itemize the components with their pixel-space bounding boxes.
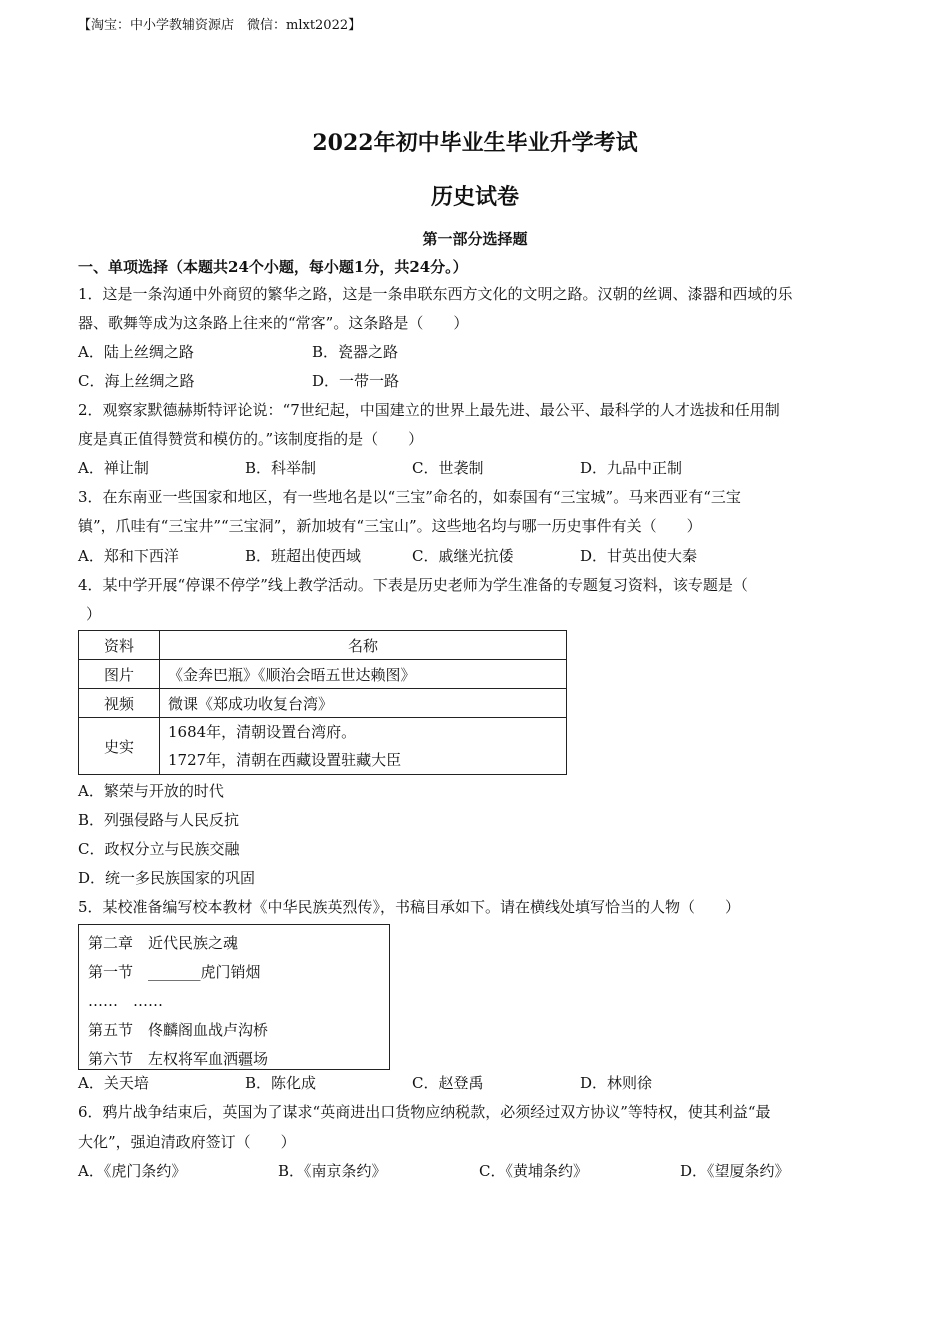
q2-option-b[interactable]: B．科举制 <box>245 459 317 477</box>
q3-option-a[interactable]: A．郑和下西洋 <box>78 547 179 565</box>
q5-option-b[interactable]: B．陈化成 <box>245 1074 317 1092</box>
q3-option-d[interactable]: D．甘英出使大秦 <box>580 547 698 565</box>
table-cell: 史实 <box>79 718 160 775</box>
q5-option-c[interactable]: C．赵登禹 <box>412 1074 484 1092</box>
exam-title: 2022年初中毕业生毕业升学考试 <box>312 130 638 156</box>
q3-option-b[interactable]: B．班超出使西域 <box>245 547 362 565</box>
history-fact-2: 1727年，清朝在西藏设置驻藏大臣 <box>168 751 402 769</box>
q6-option-c[interactable]: C．《黄埔条约》 <box>479 1162 588 1180</box>
exam-subtitle: 历史试卷 <box>430 184 519 210</box>
q4-option-b[interactable]: B．列强侵路与人民反抗 <box>78 811 240 829</box>
table-cell: 图片 <box>79 660 160 689</box>
question-1-line-2: 器、歌舞等成为这条路上往来的“常客”。这条路是（ ） <box>78 314 469 332</box>
table-header-material: 资料 <box>79 631 160 660</box>
section-heading: 一、单项选择（本题共24个小题，每小题1分，共24分。） <box>78 258 468 276</box>
q5-outline-box <box>78 924 390 1070</box>
table-cell: 微课《郑成功收复台湾》 <box>160 689 567 718</box>
outline-line: 第二章 近代民族之魂 <box>88 934 239 952</box>
outline-line: 第六节 左权将军血洒疆场 <box>88 1050 269 1068</box>
q4-option-d[interactable]: D．统一多民族国家的巩固 <box>78 869 256 887</box>
question-4-line-2: ） <box>86 605 102 623</box>
q1-option-a[interactable]: A．陆上丝绸之路 <box>78 343 194 361</box>
history-fact-1: 1684年，清朝设置台湾府。 <box>168 723 357 741</box>
outline-line: …… …… <box>88 992 164 1010</box>
question-3-line-2: 镇”，爪哇有“三宝井”“三宝洞”，新加坡有“三宝山”。这些地名均与哪一历史事件有关（ ） <box>78 517 702 535</box>
watermark-header: 【淘宝：中小学教辅资源店 微信：mlxt2022】 <box>78 18 362 33</box>
question-6-line-1: 6．鸦片战争结束后，英国为了谋求“英商进出口货物应纳税款，必须经过双方协议”等特权，使其利益“最 <box>78 1103 771 1121</box>
q5-option-d[interactable]: D．林则徐 <box>580 1074 653 1092</box>
q5-option-a[interactable]: A．关天培 <box>78 1074 149 1092</box>
q6-option-d[interactable]: D．《望厦条约》 <box>680 1162 790 1180</box>
table-cell-history <box>160 718 567 775</box>
question-3-line-1: 3．在东南亚一些国家和地区，有一些地名是以“三宝”命名的，如泰国有“三宝城”。马来西亚有“三宝 <box>78 488 741 506</box>
part-heading: 第一部分选择题 <box>422 230 528 248</box>
q1-option-d[interactable]: D．一带一路 <box>312 372 400 390</box>
question-2-line-2: 度是真正值得赞赏和模仿的。”该制度指的是（ ） <box>78 430 424 448</box>
question-4-line-1: 4．某中学开展“停课不停学”线上教学活动。下表是历史老师为学生准备的专题复习资料，该专题是（ <box>78 576 748 594</box>
q1-option-b[interactable]: B．瓷器之路 <box>312 343 399 361</box>
outline-line: 第五节 佟麟阁血战卢沟桥 <box>88 1021 269 1039</box>
q1-option-c[interactable]: C．海上丝绸之路 <box>78 372 195 390</box>
q2-option-c[interactable]: C．世袭制 <box>412 459 484 477</box>
q3-option-c[interactable]: C．戚继光抗倭 <box>412 547 514 565</box>
table-header-name: 名称 <box>160 631 567 660</box>
question-5-line-1: 5．某校准备编写校本教材《中华民族英烈传》，书稿目承如下。请在横线处填写恰当的人物（ ） <box>78 898 741 916</box>
table-cell: 《金奔巴瓶》《顺治会晤五世达赖图》 <box>160 660 567 689</box>
q4-table <box>78 630 567 775</box>
q4-option-c[interactable]: C．政权分立与民族交融 <box>78 840 240 858</box>
q2-option-d[interactable]: D．九品中正制 <box>580 459 683 477</box>
q4-option-a[interactable]: A．繁荣与开放的时代 <box>78 782 224 800</box>
q6-option-b[interactable]: B．《南京条约》 <box>278 1162 387 1180</box>
outline-line: 第一节 _______虎门销烟 <box>88 963 261 981</box>
question-1-line-1: 1．这是一条沟通中外商贸的繁华之路，这是一条串联东西方文化的文明之路。汉朝的丝调、漆器和西域的乐 <box>78 285 793 303</box>
question-6-line-2: 大化”，强迫清政府签订（ ） <box>78 1133 296 1151</box>
table-cell: 视频 <box>79 689 160 718</box>
question-2-line-1: 2．观察家默德赫斯特评论说：“7世纪起，中国建立的世界上最先进、最公平、最科学的人才选拔和任用制 <box>78 401 780 419</box>
q2-option-a[interactable]: A．禅让制 <box>78 459 149 477</box>
q6-option-a[interactable]: A．《虎门条约》 <box>78 1162 187 1180</box>
